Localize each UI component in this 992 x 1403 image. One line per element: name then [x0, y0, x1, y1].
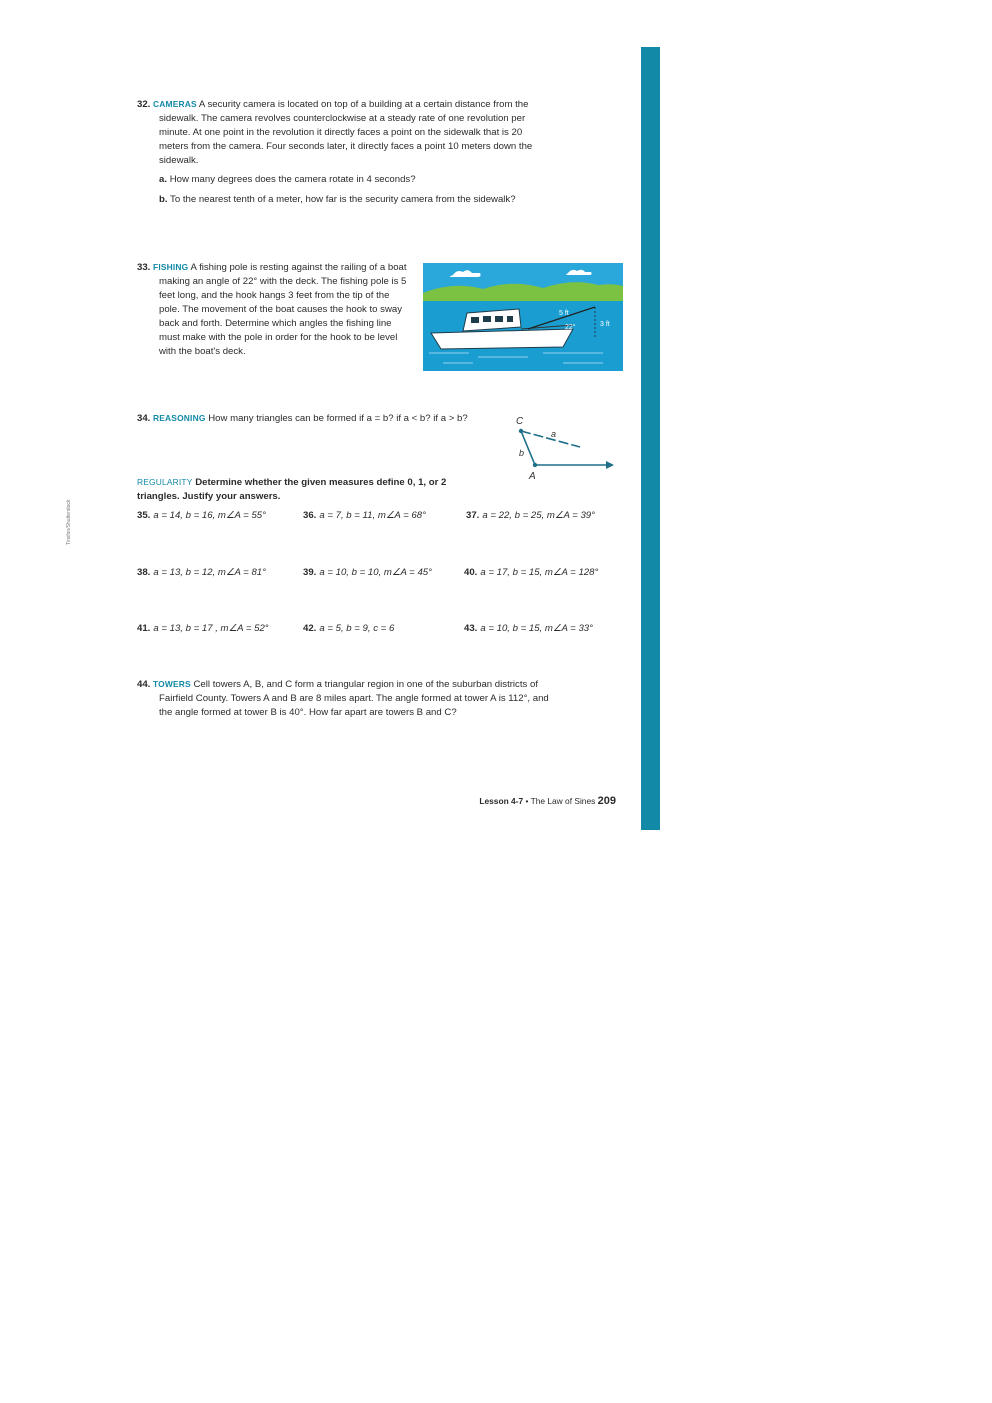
exercise-text: a = 10, b = 15, m∠A = 33°: [480, 623, 593, 634]
page-footer: [440, 795, 616, 807]
exercise-number: 39.: [303, 567, 317, 578]
exercise-text: a = 7, b = 11, m∠A = 68°: [319, 510, 426, 521]
exercise-number: 38.: [137, 567, 151, 578]
label-a: a: [551, 429, 557, 439]
exercise-number: 41.: [137, 623, 151, 634]
part-text: To the nearest tenth of a meter, how far is the security camera from the sidewalk?: [170, 194, 516, 205]
exercise-number: 36.: [303, 510, 317, 521]
exercise-35: [137, 509, 266, 523]
arrowhead-icon: [606, 461, 614, 469]
exercise-39: [303, 566, 432, 580]
angle-label: 22°: [565, 324, 576, 331]
problem-number: 33.: [137, 262, 151, 273]
photo-credit: Tinxfon/Shutterstock: [66, 499, 72, 545]
lesson-title: The Law of Sines: [530, 796, 596, 806]
problem-number: 34.: [137, 413, 151, 424]
problem-text: Cell towers A, B, and C form a triangular region in one of the suburban districts of Fairfield County. Towers A and B are 8 miles apart. The angle formed at tower A is 112°, and the angle formed at tower B is 40°. How far apart are towers B and C?: [159, 679, 549, 718]
vertex-C: [519, 429, 523, 433]
problem-44: [137, 677, 549, 720]
exercise-number: 42.: [303, 623, 317, 634]
problem-number: 44.: [137, 679, 151, 690]
exercise-42: [303, 622, 394, 636]
exercise-text: a = 14, b = 16, m∠A = 55°: [153, 510, 266, 521]
regularity-directions: [137, 475, 482, 504]
exercise-38: [137, 566, 266, 580]
boat-illustration: [423, 263, 623, 371]
exercise-41: [137, 622, 269, 636]
section-keyword: REGULARITY: [137, 477, 193, 487]
lesson-label: Lesson 4-7: [479, 796, 524, 806]
exercise-text: a = 13, b = 17 , m∠A = 52°: [153, 623, 269, 634]
exercise-text: a = 22, b = 25, m∠A = 39°: [482, 510, 595, 521]
problem-34: [137, 411, 487, 426]
exercise-text: a = 17, b = 15, m∠A = 128°: [480, 567, 599, 578]
exercise-43: [464, 622, 593, 636]
problem-keyword: CAMERAS: [153, 99, 197, 109]
boat-hull: [431, 329, 573, 349]
triangle-figure: [510, 412, 620, 484]
vertex-A: [533, 463, 537, 467]
pole-length-label: 5 ft: [559, 310, 569, 317]
exercise-number: 43.: [464, 623, 478, 634]
exercise-text: a = 10, b = 10, m∠A = 45°: [319, 567, 432, 578]
part-label: a.: [159, 174, 168, 185]
problem-33: [137, 260, 409, 359]
exercise-36: [303, 509, 426, 523]
problem-32b: [159, 193, 529, 207]
exercise-number: 37.: [466, 510, 480, 521]
problem-keyword: FISHING: [153, 262, 189, 272]
exercise-text: a = 13, b = 12, m∠A = 81°: [153, 567, 266, 578]
line-length-label: 3 ft: [600, 321, 610, 328]
exercise-text: a = 5, b = 9, c = 6: [319, 623, 395, 634]
page-number: 209: [597, 795, 616, 807]
directions-text: Determine whether the given measures define 0, 1, or 2 triangles. Justify your answers.: [137, 477, 447, 502]
label-C: C: [516, 416, 524, 427]
exercise-number: 40.: [464, 567, 478, 578]
exercise-37: [466, 509, 595, 523]
label-A: A: [529, 471, 536, 482]
problem-keyword: REASONING: [153, 413, 206, 423]
problem-32a: [159, 173, 549, 187]
part-label: b.: [159, 194, 168, 205]
problem-32: [137, 97, 549, 168]
problem-text: How many triangles can be formed if a = b? if a < b? if a > b?: [208, 413, 468, 424]
page-edge-color-bar: [641, 47, 660, 830]
problem-text: A security camera is located on top of a building at a certain distance from the sidewalk. The camera revolves counterclockwise at a steady rate of one revolution per minute. At one point in the revolution it directly faces a point on the sidewalk that is 20 meters from the camera. Four seconds later, it directly faces a point 10 meters down the sidewalk.: [159, 99, 533, 166]
exercise-number: 35.: [137, 510, 151, 521]
problem-text: A fishing pole is resting against the railing of a boat making an angle of 22° with the deck. The fishing pole is 5 feet long, and the hook hangs 3 feet from the tip of the pole. The movement of the boat causes the hook to sway back and forth. Determine which angles the fishing line must make with the pole in order for the hook to be level with the boat's deck.: [159, 262, 407, 357]
part-text: How many degrees does the camera rotate in 4 seconds?: [169, 174, 416, 185]
footer-separator: •: [525, 796, 529, 806]
problem-number: 32.: [137, 99, 151, 110]
problem-keyword: TOWERS: [153, 679, 191, 689]
exercise-40: [464, 566, 598, 580]
label-b: b: [519, 448, 525, 458]
